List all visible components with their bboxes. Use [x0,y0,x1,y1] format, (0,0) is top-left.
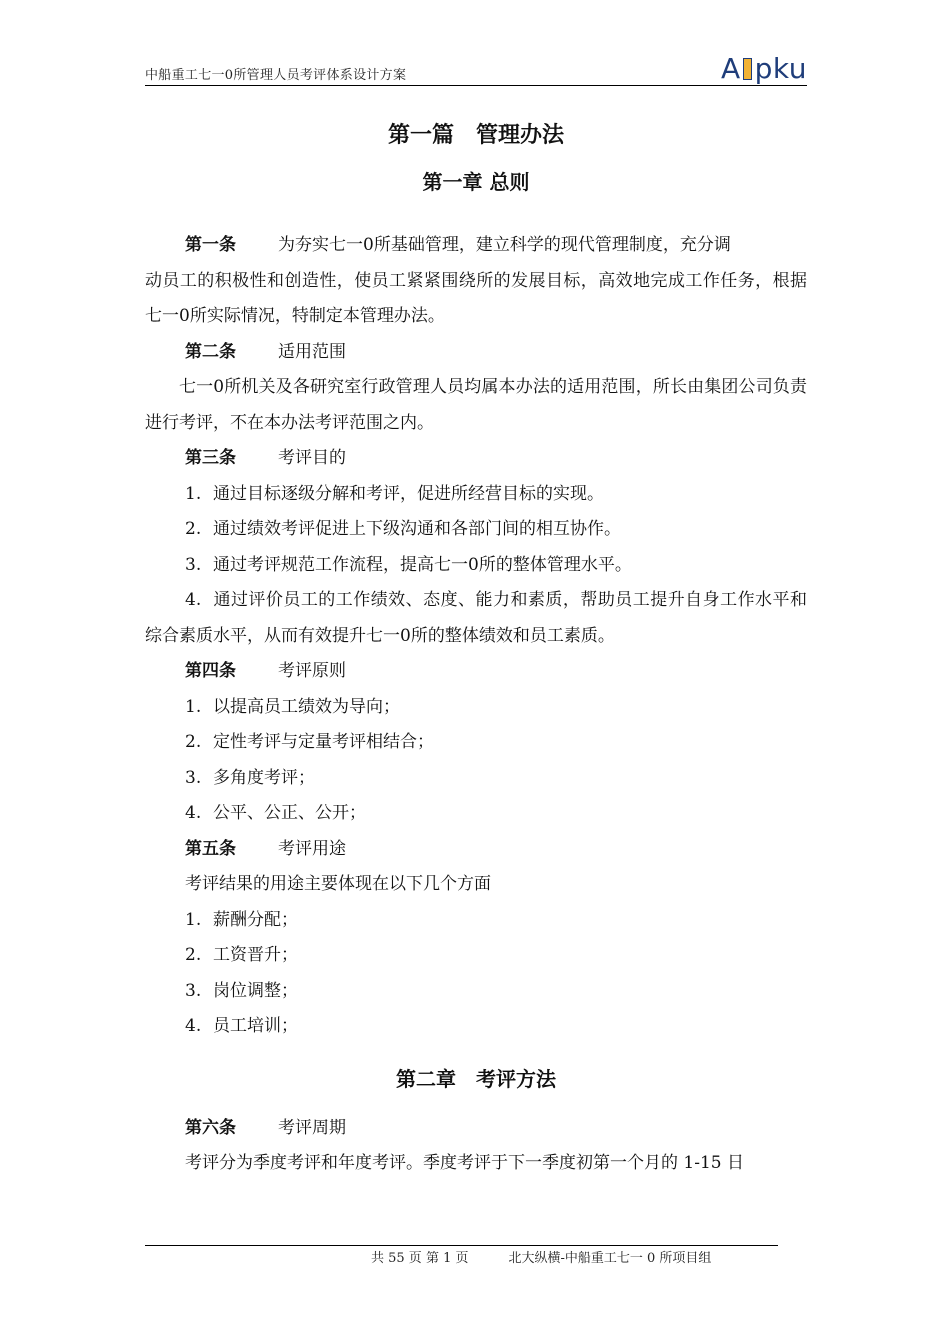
list-item: 3. 多角度考评； [185,767,315,788]
article-6-heading [145,1111,807,1147]
article-2-text: 七一0所机关及各研究室行政管理人员均属本办法的适用范围，所长由集团公司负责进行考评，不在本办法考评范围之内。 [145,377,807,433]
chapter-1-title: 第一章 总则 [422,170,530,194]
article-5-label: 第五条 [185,838,236,859]
article-3-label: 第三条 [185,448,236,468]
header-rule [145,85,807,86]
article-1 [145,228,807,264]
article-2-heading [145,335,807,371]
article-1-label: 第一条 [185,235,236,255]
list-item: 4. 公平、公正、公开； [185,803,366,823]
list-item: 2. 工资晋升； [185,945,298,965]
list-item: 3. 岗位调整； [185,980,298,1001]
article-2-title: 适用范围 [278,341,346,362]
list-item: 1. 以提高员工绩效为导向； [185,696,400,717]
article-4-title: 考评原则 [278,661,346,681]
article-6-label: 第六条 [185,1117,236,1138]
list-item: 4. 通过评价员工的工作绩效、态度、能力和素质，帮助员工提升自身工作水平和综合素质水平，从而有效提升七一0所的整体绩效和员工素质。 [145,590,807,646]
article-3-heading [145,441,807,477]
logo-mark-icon [743,58,752,80]
document-title: 中船重工七一0所管理人员考评体系设计方案 [145,68,407,83]
logo-text-right: pku [754,52,807,85]
article-4-label: 第四条 [185,661,236,681]
document-body [145,110,807,1182]
article-6-title: 考评周期 [278,1117,346,1138]
footer-org: 北大纵横-中船重工七一 0 所项目组 [508,1251,712,1266]
company-logo [721,52,807,84]
list-item: 2. 通过绩效考评促进上下级沟通和各部门间的相互协作。 [185,519,621,539]
article-5-intro: 考评结果的用途主要体现在以下几个方面 [185,874,491,894]
list-item: 1. 通过目标逐级分解和考评，促进所经营目标的实现。 [185,483,604,504]
list-item: 1. 薪酬分配； [185,909,298,930]
chapter-2-title: 第二章 考评方法 [396,1066,556,1091]
article-5-title: 考评用途 [278,838,346,859]
list-item: 3. 通过考评规范工作流程，提高七一0所的整体管理水平。 [185,554,632,575]
article-1-text-rest: 动员工的积极性和创造性，使员工紧紧围绕所的发展目标，高效地完成工作任务，根据七一0所实际情况，特制定本管理办法。 [145,270,807,326]
article-5-heading [145,832,807,868]
page-header [145,52,807,88]
article-1-text-line1: 为夯实七一0所基础管理，建立科学的现代管理制度，充分调 [278,235,731,255]
list-item: 2. 定性考评与定量考评相结合； [185,732,434,752]
list-item: 4. 员工培训； [185,1016,298,1036]
article-4-heading [145,654,807,690]
article-6-text: 考评分为季度考评和年度考评。季度考评于下一季度初第一个月的 1-15 日 [185,1153,744,1173]
logo-text-left: A [720,52,741,85]
page-footer [145,1245,778,1266]
footer-rule [145,1245,778,1246]
part-title: 第一篇 管理办法 [387,123,564,148]
page-info: 共 55 页 第 1 页 [371,1251,469,1266]
article-3-title: 考评目的 [278,448,346,468]
article-2-label: 第二条 [185,341,236,362]
footer-text [371,1247,751,1266]
